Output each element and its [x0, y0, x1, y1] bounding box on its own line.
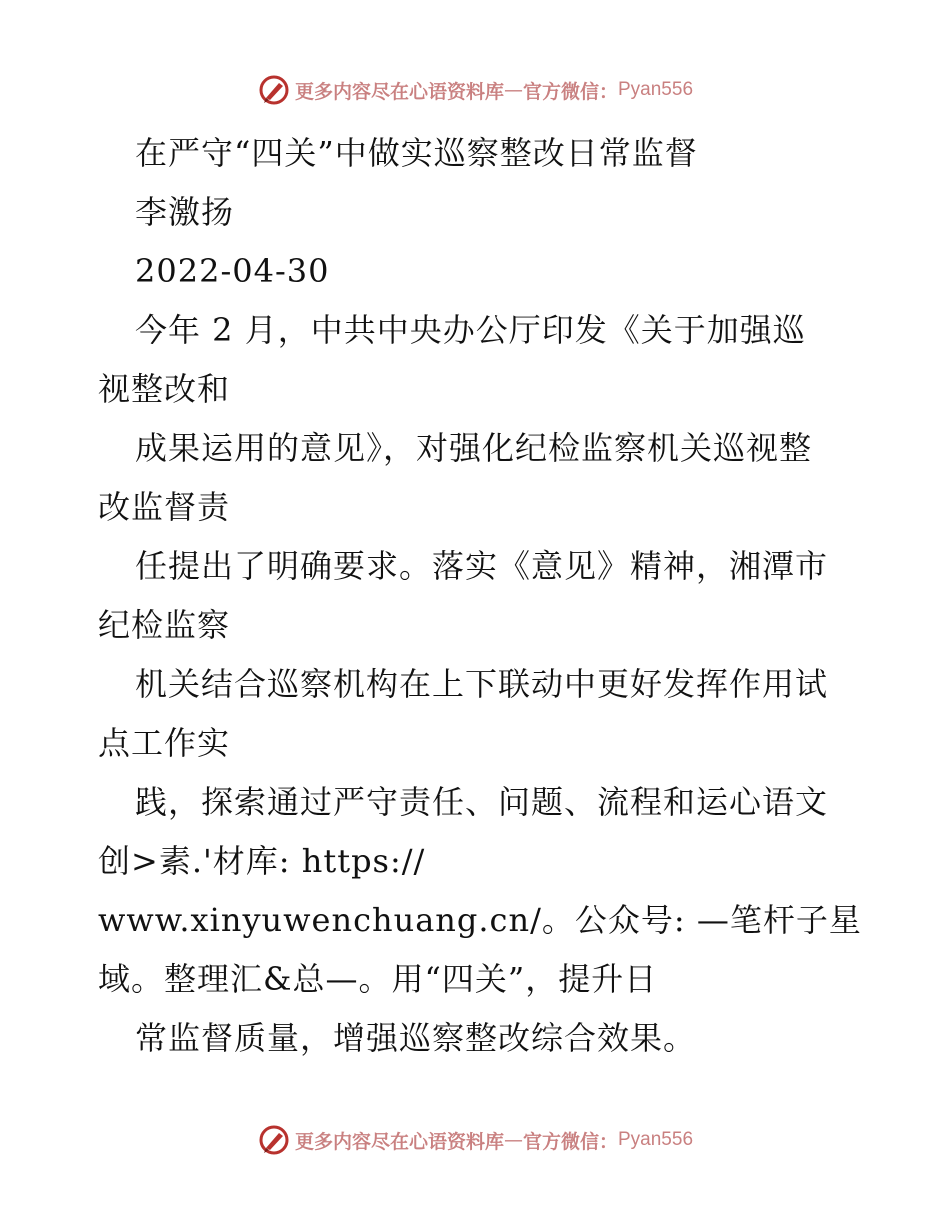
pen-logo-icon: [257, 1123, 291, 1157]
body-line: 点工作实: [98, 724, 231, 762]
banner-wechat-label: 官方微信：: [522, 1130, 618, 1153]
body-line: 常监督质量，增强巡察整改综合效果。: [135, 1019, 697, 1057]
body-line: 成果运用的意见》，对强化纪检监察机关巡视整: [135, 429, 813, 467]
banner-slogan: 更多内容尽在心语资料库: [294, 80, 504, 103]
banner-slogan: 更多内容尽在心语资料库: [294, 1130, 504, 1153]
document-author: 李激扬: [135, 193, 235, 231]
body-line: 任提出了明确要求。落实《意见》精神，湘潭市: [135, 547, 829, 585]
document-date: 2022-04-30: [135, 252, 330, 290]
document-title: 在严守“四关”中做实巡察整改日常监督: [135, 134, 698, 172]
header-banner: [0, 70, 950, 110]
footer-banner: [0, 1120, 950, 1160]
banner-separator: —: [503, 1129, 523, 1151]
pen-logo-icon: [257, 73, 291, 107]
body-line: 机关结合巡察机构在上下联动中更好发挥作用试: [135, 665, 829, 703]
banner-wechat-label: 官方微信：: [522, 80, 618, 103]
body-line: 践，探索通过严守责任、问题、流程和运心语文: [135, 783, 829, 821]
body-line: 域。整理汇&总—。用“四关”，提升日: [98, 960, 658, 998]
body-line: 今年 2 月，中共中央办公厅印发《关于加强巡: [135, 311, 806, 349]
body-line: 纪检监察: [98, 606, 231, 644]
banner-wechat-id: Pyan556: [618, 1129, 694, 1150]
body-line: www.xinyuwenchuang.cn/。公众号: —笔杆子星: [98, 901, 862, 939]
document-body: [98, 124, 868, 1068]
body-line: 视整改和: [98, 370, 231, 408]
body-line: 改监督责: [98, 488, 231, 526]
banner-separator: —: [503, 79, 523, 101]
banner-wechat-id: Pyan556: [618, 79, 694, 100]
body-line: 创>素.'材库: https://: [98, 842, 426, 880]
